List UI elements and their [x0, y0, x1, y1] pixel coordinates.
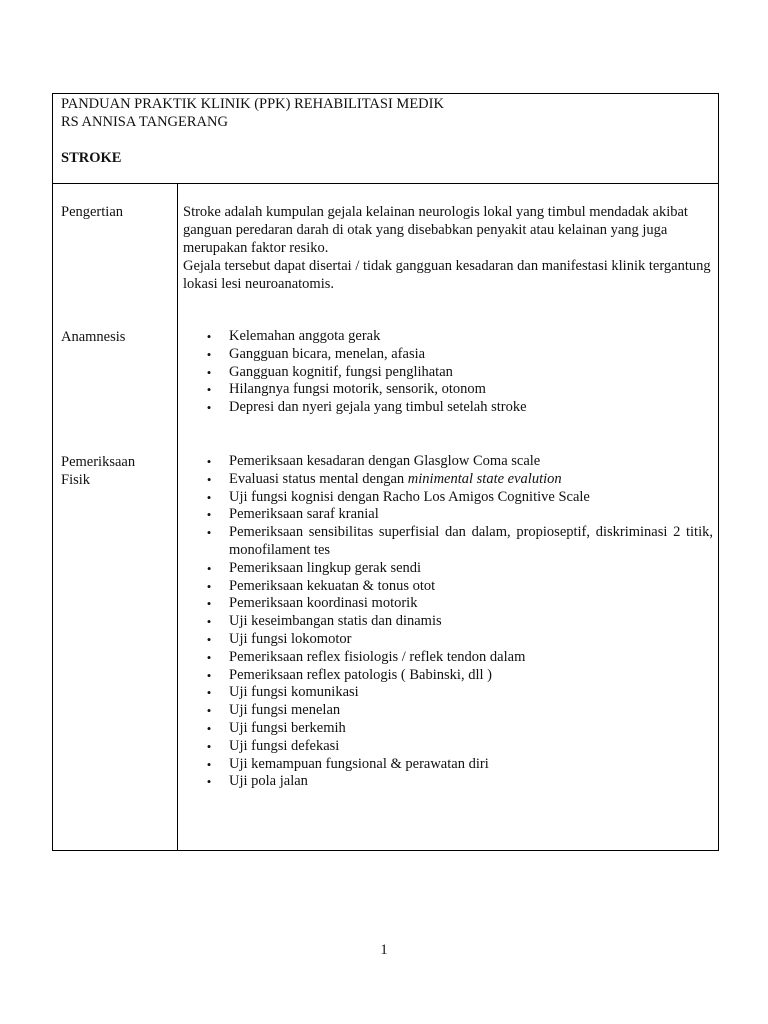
- bullet-icon: •: [206, 329, 212, 344]
- list-item-text: Hilangnya fungsi motorik, sensorik, otonom: [229, 381, 486, 398]
- list-item: [183, 471, 713, 489]
- list-item-text: Uji kemampuan fungsional & perawatan diri: [229, 755, 489, 772]
- list-item: [183, 328, 713, 346]
- list-item-text: Evaluasi status mental dengan: [229, 470, 408, 487]
- list-item-text: Uji keseimbangan statis dan dinamis: [229, 613, 442, 630]
- bullet-icon: •: [206, 454, 212, 469]
- bullet-icon: •: [206, 560, 212, 576]
- list-item-text: Uji fungsi komunikasi: [229, 684, 359, 701]
- list-item: [183, 613, 713, 631]
- list-item-text: Pemeriksaan reflex patologis ( Babinski, dll ): [229, 666, 492, 683]
- list-item: [183, 773, 713, 791]
- list-item: [183, 720, 713, 738]
- column-divider: [177, 184, 178, 850]
- list-item-text: Uji fungsi kognisi dengan Racho Los Amigos Cognitive Scale: [229, 488, 590, 505]
- bullet-icon: •: [206, 631, 212, 647]
- list-item: [183, 702, 713, 720]
- bullet-icon: •: [206, 774, 212, 790]
- list-item: [183, 631, 713, 649]
- list-item: [183, 364, 713, 382]
- list-item-text: Uji pola jalan: [229, 773, 308, 790]
- list-item-text: Uji fungsi berkemih: [229, 719, 346, 736]
- list-item: [183, 684, 713, 702]
- document-title: PANDUAN PRAKTIK KLINIK (PPK) REHABILITASI MEDIK: [61, 96, 444, 112]
- bullet-icon: •: [206, 489, 212, 505]
- bullet-icon: •: [206, 649, 212, 665]
- bullet-icon: •: [206, 667, 212, 683]
- pengertian-paragraph-1: Stroke adalah kumpulan gejala kelainan neurologis lokal yang timbul mendadak akibat ganguan peredaran darah di otak yang disebabkan penyakit atau kelainan yang juga merupakan faktor resiko.: [183, 204, 688, 256]
- bullet-icon: •: [206, 578, 212, 594]
- bullet-icon: •: [206, 400, 212, 416]
- list-item-text: Kelemahan anggota gerak: [229, 328, 381, 344]
- bullet-icon: •: [206, 507, 212, 523]
- list-item: [183, 667, 713, 685]
- section-label-pengertian: Pengertian: [61, 204, 124, 220]
- section-content-anamnesis: [183, 328, 713, 417]
- section-label-anamnesis: Anamnesis: [61, 329, 126, 345]
- list-item: [183, 524, 713, 560]
- bullet-icon: •: [206, 720, 212, 736]
- list-item: [183, 489, 713, 507]
- list-item-text: Uji fungsi menelan: [229, 702, 341, 719]
- list-item: [183, 453, 713, 471]
- bullet-icon: •: [206, 596, 212, 612]
- list-item-text: Pemeriksaan sensibilitas superfisial dan dalam, propioseptif, diskriminasi 2 titik, monofilament tes: [229, 524, 713, 558]
- bullet-icon: •: [206, 614, 212, 630]
- list-item-text: Pemeriksaan kekuatan & tonus otot: [229, 577, 436, 594]
- list-item-text: Pemeriksaan lingkup gerak sendi: [229, 559, 422, 576]
- list-item-text: Pemeriksaan kesadaran dengan Glasglow Coma scale: [229, 453, 541, 469]
- section-content-pengertian: [183, 203, 713, 293]
- section-label-line: Pemeriksaan: [61, 454, 136, 470]
- list-item: [183, 738, 713, 756]
- list-item-text: Depresi dan nyeri gejala yang timbul setelah stroke: [229, 399, 527, 416]
- list-item: [183, 756, 713, 774]
- bullet-icon: •: [206, 382, 212, 398]
- list-item-text: Pemeriksaan koordinasi motorik: [229, 595, 418, 612]
- list-item-text: Gangguan bicara, menelan, afasia: [229, 345, 426, 362]
- page-number: 1: [380, 942, 388, 958]
- pemeriksaan-list: [183, 453, 713, 791]
- list-item-text: Uji fungsi lokomotor: [229, 630, 352, 647]
- section-label-line: Fisik: [61, 472, 91, 488]
- list-item: [183, 649, 713, 667]
- hospital-name: RS ANNISA TANGERANG: [61, 114, 228, 130]
- bullet-icon: •: [206, 685, 212, 701]
- list-item: [183, 506, 713, 524]
- list-item: [183, 399, 713, 417]
- list-item: [183, 381, 713, 399]
- bullet-icon: •: [206, 525, 212, 541]
- list-item-text: Pemeriksaan saraf kranial: [229, 506, 379, 523]
- list-item: [183, 560, 713, 578]
- ppk-table: [52, 93, 719, 851]
- list-item: [183, 595, 713, 613]
- bullet-icon: •: [206, 364, 212, 380]
- topic-title: STROKE: [61, 150, 122, 166]
- bullet-icon: •: [206, 346, 212, 362]
- list-item-text: Uji fungsi defekasi: [229, 737, 340, 754]
- bullet-icon: •: [206, 703, 212, 719]
- list-item-text: Pemeriksaan reflex fisiologis / reflek tendon dalam: [229, 648, 526, 665]
- list-item-text: Gangguan kognitif, fungsi penglihatan: [229, 363, 453, 380]
- table-header-cell: [53, 94, 718, 184]
- bullet-icon: •: [206, 756, 212, 772]
- anamnesis-list: [183, 328, 713, 417]
- section-content-pemeriksaan-fisik: [183, 453, 713, 791]
- list-item-italic-text: minimental state evalution: [407, 470, 562, 487]
- bullet-icon: •: [206, 471, 212, 487]
- pengertian-paragraph-2: Gejala tersebut dapat disertai / tidak gangguan kesadaran dan manifestasi klinik tergantung lokasi lesi neuroanatomis.: [183, 258, 711, 292]
- section-label-pemeriksaan-fisik: [61, 453, 171, 489]
- bullet-icon: •: [206, 738, 212, 754]
- list-item: [183, 346, 713, 364]
- list-item: [183, 578, 713, 596]
